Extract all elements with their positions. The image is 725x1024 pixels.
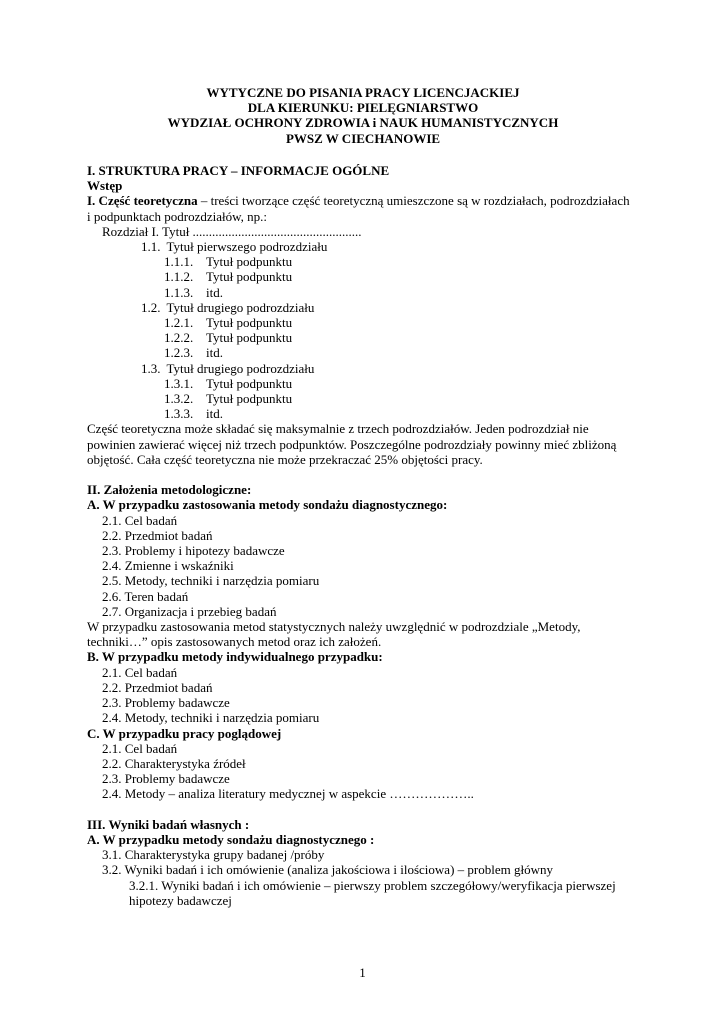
methods-note-line-2: techniki…” opis zastosowanych metod oraz ich założeń. (87, 634, 382, 650)
outline-number: 1.1. (141, 239, 161, 255)
outline-label: Tytuł pierwszego podrozdziału (166, 239, 328, 255)
outline-number: 1.1.1. (164, 254, 194, 270)
chapter-line: Rozdział I. Tytuł .................................................... (102, 223, 362, 239)
list-item: 2.2. Przedmiot badań (102, 527, 213, 543)
outline-label: Tytuł podpunktu (206, 315, 293, 331)
theory-note-line-3: objętość. Cała część teoretyczna nie może przekraczać 25% objętości pracy. (87, 451, 483, 467)
list-subitem-continued: hipotezy badawczej (129, 892, 232, 908)
list-item: 2.1. Cel badań (102, 740, 178, 756)
outline-item (87, 300, 639, 315)
outline-item (87, 361, 639, 376)
intro-heading: Wstęp (87, 178, 123, 194)
outline-label: Tytuł podpunktu (206, 254, 293, 270)
title-line-1: WYTYCZNE DO PISANIA PRACY LICENCJACKIEJ (206, 85, 520, 100)
outline-number: 1.3.3. (164, 406, 194, 422)
section-2-heading: II. Założenia metodologiczne: (87, 482, 252, 498)
list-item: 2.3. Problemy badawcze (102, 771, 230, 787)
list-item: 2.4. Metody – analiza literatury medycznej w aspekcie ……………….. (102, 786, 474, 802)
outline-label: Tytuł podpunktu (206, 375, 293, 391)
title-line-3: WYDZIAŁ OCHRONY ZDROWIA i NAUK HUMANISTYCZNYCH (167, 115, 559, 131)
theory-text: – treści tworzące część teoretyczną umieszczone są w rozdziałach, podrozdziałach (197, 193, 630, 209)
outline-subitem (87, 269, 639, 284)
document-body (87, 163, 639, 908)
outline-subitem (87, 285, 639, 300)
outline-label: Tytuł podpunktu (206, 269, 293, 285)
outline-label: Tytuł drugiego podrozdziału (166, 299, 315, 315)
list-item: 2.4. Zmienne i wskaźniki (102, 558, 234, 574)
outline-number: 1.1.3. (164, 284, 194, 300)
outline-label: Tytuł podpunktu (206, 391, 293, 407)
outline-item (87, 239, 639, 254)
section-2c-heading: C. W przypadku pracy poglądowej (87, 725, 282, 741)
list-item: 2.1. Cel badań (102, 664, 178, 680)
outline-subitem (87, 330, 639, 345)
section-2a-heading: A. W przypadku zastosowania metody sondażu diagnostycznego: (87, 497, 448, 513)
outline-number: 1.2. (141, 299, 161, 315)
title-line-2: DLA KIERUNKU: PIELĘGNIARSTWO (247, 100, 479, 116)
outline-number: 1.3.2. (164, 391, 194, 407)
outline-number: 1.2.2. (164, 330, 194, 346)
list-item: 2.7. Organizacja i przebieg badań (102, 603, 277, 619)
outline-number: 1.3. (141, 360, 161, 376)
list-item: 2.3. Problemy badawcze (102, 695, 230, 711)
outline-number: 1.2.1. (164, 315, 194, 331)
list-item: 3.1. Charakterystyka grupy badanej /próby (102, 847, 325, 863)
theory-line-2: i podpunktach podrozdziałów, np.: (87, 208, 268, 224)
outline-label: Tytuł drugiego podrozdziału (166, 360, 315, 376)
section-2b-heading: B. W przypadku metody indywidualnego przypadku: (87, 649, 383, 665)
theory-note-line-1: Część teoretyczna może składać się maksymalnie z trzech podrozdziałów. Jeden podrozdział nie (87, 421, 589, 437)
theory-note-line-2: powinien zawierać więcej niż trzech podpunktów. Poszczególne podrozdziały powinny mieć zbliżoną (87, 436, 617, 452)
list-item: 2.6. Teren badań (102, 588, 189, 604)
outline-subitem (87, 391, 639, 406)
list-item: 2.5. Metody, techniki i narzędzia pomiaru (102, 573, 320, 589)
outline-label: itd. (206, 284, 223, 300)
list-item: 2.2. Przedmiot badań (102, 679, 213, 695)
spacer (87, 802, 639, 817)
list-item: 2.2. Charakterystyka źródeł (102, 755, 246, 771)
outline-label: Tytuł podpunktu (206, 330, 293, 346)
list-item: 2.1. Cel badań (102, 512, 178, 528)
outline-label: itd. (206, 345, 223, 361)
outline-subitem (87, 315, 639, 330)
outline-number: 1.2.3. (164, 345, 194, 361)
list-subitem: 3.2.1. Wyniki badań i ich omówienie – pierwszy problem szczegółowy/weryfikacja pierwszej (129, 877, 616, 893)
list-item: 3.2. Wyniki badań i ich omówienie (analiza jakościowa i ilościowa) – problem główny (102, 862, 553, 878)
list-item: 2.4. Metody, techniki i narzędzia pomiaru (102, 710, 320, 726)
theory-label: I. Część teoretyczna (87, 193, 198, 209)
section-3a-heading: A. W przypadku metody sondażu diagnostycznego : (87, 831, 375, 847)
methods-note-line-1: W przypadku zastosowania metod statystycznych należy uwzględnić w podrozdziale „Metody, (87, 619, 581, 635)
theory-paragraph (87, 193, 639, 208)
document-title (87, 85, 639, 146)
page-number: 1 (359, 965, 366, 980)
title-line-4: PWSZ W CIECHANOWIE (285, 130, 441, 146)
outline-label: itd. (206, 406, 223, 422)
spacer (87, 467, 639, 482)
section-1-heading: I. STRUKTURA PRACY – INFORMACJE OGÓLNE (87, 163, 390, 178)
outline-subitem (87, 376, 639, 391)
outline-subitem (87, 254, 639, 269)
outline-subitem (87, 345, 639, 360)
list-item: 2.3. Problemy i hipotezy badawcze (102, 543, 285, 559)
outline-number: 1.3.1. (164, 375, 194, 391)
section-3-heading: III. Wyniki badań własnych : (87, 816, 250, 832)
outline-number: 1.1.2. (164, 269, 194, 285)
outline-subitem (87, 406, 639, 421)
